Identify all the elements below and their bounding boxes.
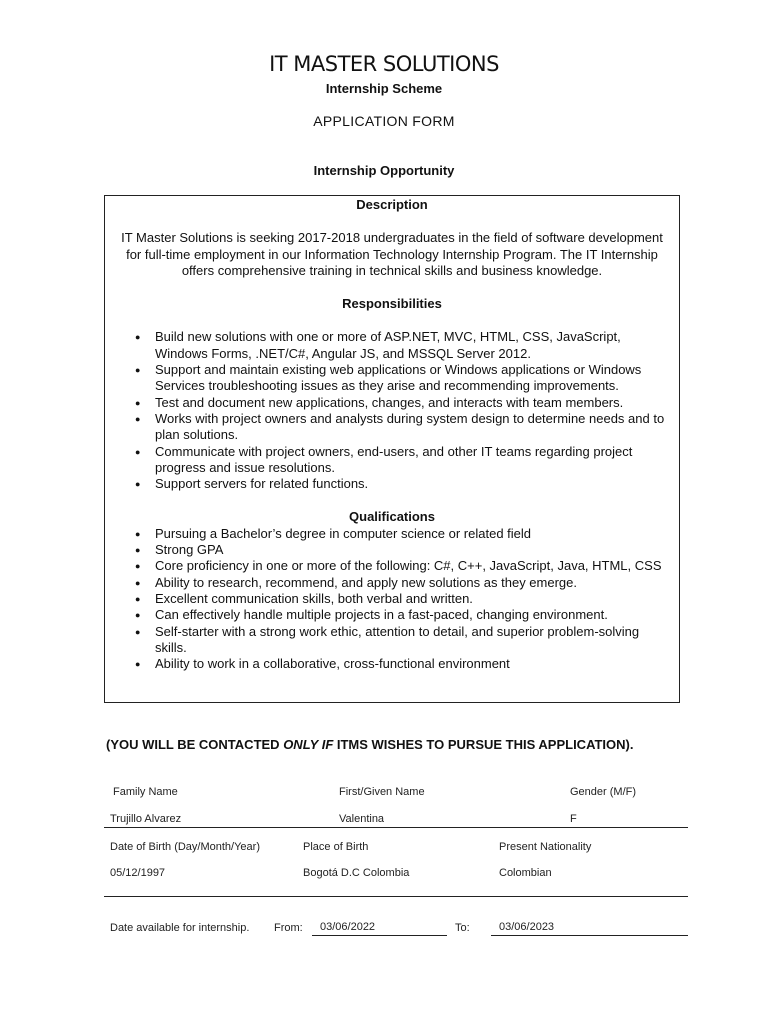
family-name-field[interactable]: Trujillo Alvarez [110,813,182,825]
list-item: ● Pursuing a Bachelor’s degree in computer science or related field [113,526,671,542]
scheme-subtitle: Internship Scheme [325,81,443,96]
list-item: ● Support servers for related functions. [113,476,671,492]
list-item: ● Build new solutions with one or more of ASP.NET, MVC, HTML, CSS, JavaScript, Windows Forms, .NET/C#, Angular JS, and MSSQL Server 2012. [113,329,671,362]
qualifications-list [113,526,671,673]
list-item: ● Self-starter with a strong work ethic, attention to detail, and superior problem-solving skills. [113,624,671,657]
given-name-label: First/Given Name [339,786,425,798]
availability-label: Date available for internship. [110,922,250,934]
given-name-field[interactable]: Valentina [339,813,385,825]
family-name-label: Family Name [113,786,178,798]
pob-field[interactable]: Bogotá D.C Colombia [303,867,410,879]
list-item: ● Core proficiency in one or more of the following: C#, C++, JavaScript, Java, HTML, CSS [113,558,671,574]
row2-divider [104,896,688,897]
opportunity-box [104,195,680,703]
from-date-underline [312,935,447,936]
contact-note-emphasis: ONLY IF [283,737,334,752]
gender-field[interactable]: F [570,813,577,825]
row1-divider [104,827,688,828]
list-item: ● Ability to research, recommend, and apply new solutions as they emerge. [113,575,671,591]
to-date-underline [491,935,688,936]
description-title: Description [356,197,428,212]
form-title: APPLICATION FORM [313,113,455,129]
organization-title: IT MASTER SOLUTIONS [269,52,499,76]
list-item: ● Works with project owners and analysts during system design to determine needs and to plan solutions. [113,411,671,444]
nationality-field[interactable]: Colombian [499,867,552,879]
description-text: IT Master Solutions is seeking 2017-2018 undergraduates in the field of software development for full-time employment in our Information Technology Internship Program. The IT Internship offers comprehensive training in technical skills and business knowledge. [121,230,663,278]
pob-label: Place of Birth [303,841,369,853]
nationality-label: Present Nationality [499,841,592,853]
opportunity-content [113,196,671,672]
list-item: ● Test and document new applications, changes, and interacts with team members. [113,395,671,411]
from-date-field[interactable]: 03/06/2022 [320,921,376,933]
list-item: ● Support and maintain existing web applications or Windows applications or Windows Services troubleshooting issues as they arise and recommending improvements. [113,362,671,395]
to-label: To: [455,922,470,934]
list-item: ● Excellent communication skills, both verbal and written. [113,591,671,607]
list-item: ● Strong GPA [113,542,671,558]
gender-label: Gender (M/F) [570,786,637,798]
to-date-field[interactable]: 03/06/2023 [499,921,555,933]
qualifications-title: Qualifications [349,509,435,525]
dob-label: Date of Birth (Day/Month/Year) [110,841,260,853]
from-label: From: [274,922,303,934]
responsibilities-list [113,329,671,492]
opportunity-heading: Internship Opportunity [313,163,455,178]
contact-note [106,737,633,752]
list-item: ● Can effectively handle multiple projects in a fast-paced, changing environment. [113,607,671,623]
contact-note-before: (YOU WILL BE CONTACTED [106,737,284,752]
contact-note-after: ITMS WISHES TO PURSUE THIS APPLICATION). [333,737,634,752]
responsibilities-title: Responsibilities [342,296,442,312]
list-item: ● Communicate with project owners, end-users, and other IT teams regarding project progress and issue resolutions. [113,444,671,477]
list-item: ● Ability to work in a collaborative, cross-functional environment [113,656,671,672]
dob-field[interactable]: 05/12/1997 [110,867,166,879]
